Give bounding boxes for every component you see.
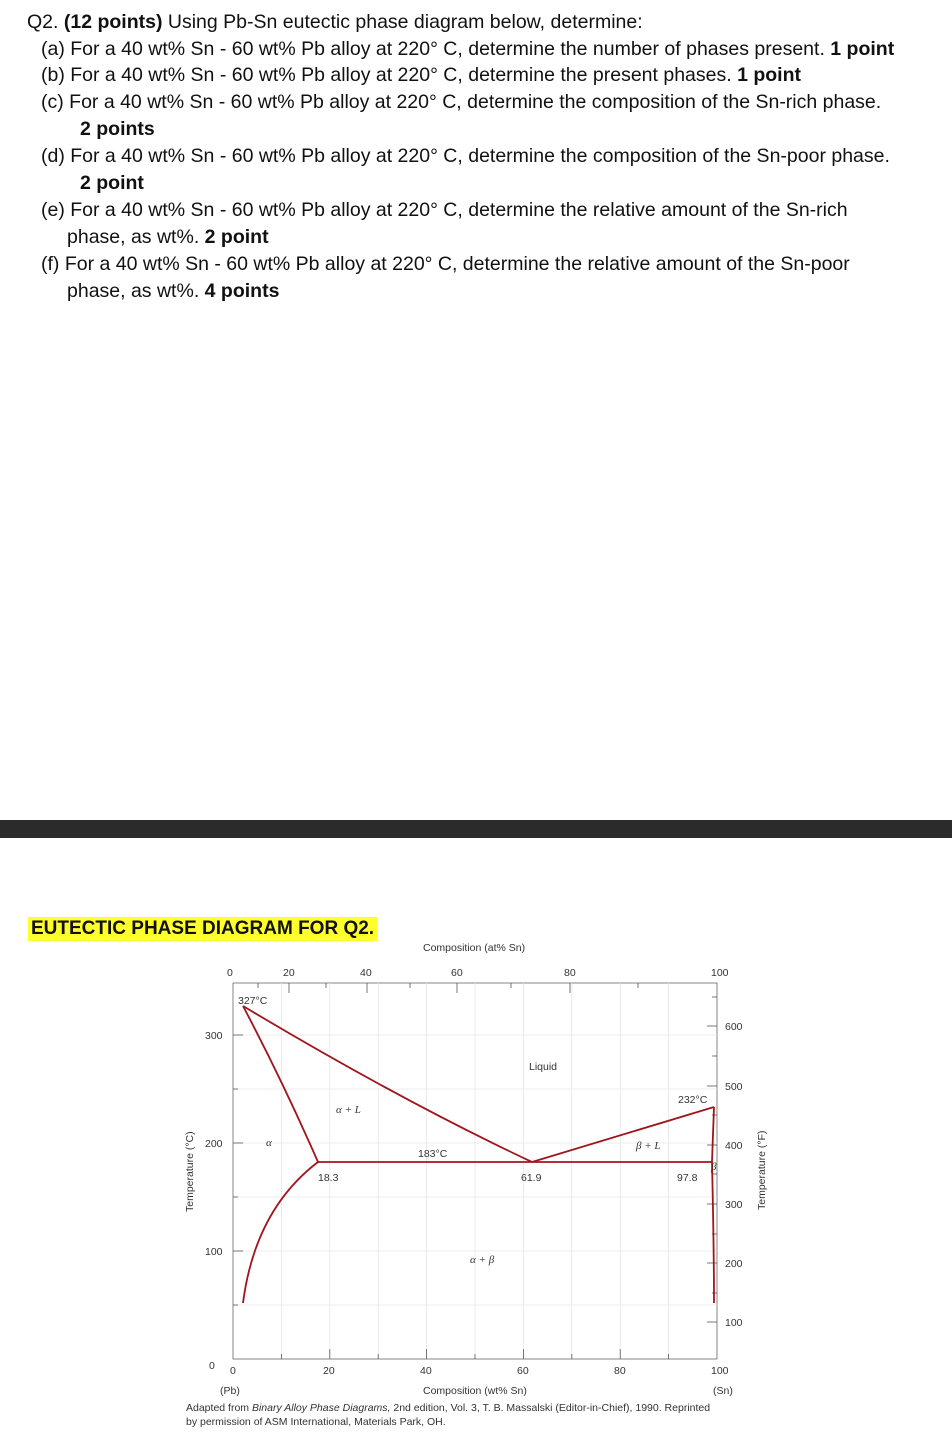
part-c-points: 2 points [80,118,155,140]
top-tick-80: 80 [564,967,576,979]
top-tick-0: 0 [227,967,233,979]
liquidus-left [243,1006,532,1162]
region-beta: β [711,1161,717,1173]
part-d-points: 2 point [80,172,144,194]
solvus-beta [712,1162,714,1303]
left-tick-100: 100 [205,1246,223,1258]
region-alpha-plus-liquid: α + L [336,1104,361,1116]
region-liquid: Liquid [529,1061,558,1073]
right-tick-400: 400 [725,1140,743,1152]
part-e-line2 [67,225,269,249]
part-f-text-2: phase, as wt%. [67,280,205,302]
left-axis-title: Temperature (°C) [184,1131,196,1212]
bottom-tick-100: 100 [711,1365,729,1377]
bottom-tick-60: 60 [517,1365,529,1377]
top-tick-40: 40 [360,967,372,979]
eutectic-composition: 61.9 [521,1172,542,1184]
sn-melting-point: 232°C [678,1094,708,1106]
left-ticks [233,1035,243,1305]
top-tick-20: 20 [283,967,295,979]
section-divider [0,820,952,838]
part-b-text: (b) For a 40 wt% Sn - 60 wt% Pb alloy at 220° C, determine the present phases. [41,64,738,86]
eutectic-temperature: 183°C [418,1148,448,1160]
pb-end-label: (Pb) [220,1385,240,1397]
right-tick-200: 200 [725,1258,743,1270]
right-tick-600: 600 [725,1021,743,1033]
part-f-text: (f) For a 40 wt% Sn - 60 wt% Pb alloy at 220° C, determine the relative amount of the Sn-poor [41,253,850,275]
left-tick-200: 200 [205,1138,223,1150]
bottom-tick-0: 0 [230,1365,236,1377]
section-title: EUTECTIC PHASE DIAGRAM FOR Q2. [28,917,377,941]
bottom-axis-title: Composition (wt% Sn) [423,1385,527,1397]
part-e-text-2: phase, as wt%. [67,226,205,248]
part-e-text: (e) For a 40 wt% Sn - 60 wt% Pb alloy at 220° C, determine the relative amount of the Sn-rich [41,199,848,221]
top-tick-100: 100 [711,967,729,979]
part-a-points: 1 point [830,38,895,60]
right-tick-100: 100 [725,1317,743,1329]
bottom-tick-80: 80 [614,1365,626,1377]
region-alpha: α [266,1137,272,1149]
top-ticks [258,983,638,993]
credit-line-2: by permission of ASM International, Materials Park, OH. [186,1416,446,1428]
question-intro: Using Pb-Sn eutectic phase diagram below, determine: [162,11,643,33]
solidus-alpha [243,1006,318,1162]
part-a [41,37,894,61]
bottom-tick-40: 40 [420,1365,432,1377]
region-beta-plus-liquid: β + L [636,1140,661,1152]
right-tick-300: 300 [725,1199,743,1211]
phase-diagram [0,940,952,1440]
part-c-text: (c) For a 40 wt% Sn - 60 wt% Pb alloy at 220° C, determine the composition of the Sn-rich phase. [41,91,882,113]
gridlines [233,983,717,1359]
bottom-tick-20: 20 [323,1365,335,1377]
liquidus-right [532,1107,714,1162]
sn-end-label: (Sn) [713,1385,733,1397]
part-e-points: 2 point [204,226,269,248]
part-d-text: (d) For a 40 wt% Sn - 60 wt% Pb alloy at 220° C, determine the composition of the Sn-poor phase. [41,145,890,167]
credit-text-c: 2nd edition, Vol. 3, T. B. Massalski (Editor-in-Chief), 1990. Reprinted [390,1402,711,1414]
top-tick-60: 60 [451,967,463,979]
part-f-line2 [67,279,279,303]
right-axis-title: Temperature (°F) [756,1130,768,1210]
solvus-alpha [243,1162,318,1303]
alpha-max-solubility: 18.3 [318,1172,339,1184]
question-number: Q2. [27,11,64,33]
part-b [41,63,801,87]
part-f-points: 4 points [204,280,280,302]
credit-line-1 [186,1402,710,1414]
credit-text-a: Adapted from [186,1402,252,1414]
left-tick-0: 0 [209,1360,215,1372]
beta-max-solubility: 97.8 [677,1172,698,1184]
right-tick-500: 500 [725,1081,743,1093]
credit-book-title: Binary Alloy Phase Diagrams, [251,1402,391,1414]
part-a-text: (a) For a 40 wt% Sn - 60 wt% Pb alloy at 220° C, determine the number of phases present. [41,38,831,60]
question-points: (12 points) [63,11,163,33]
part-b-points: 1 point [737,64,801,86]
question-header [27,10,643,34]
region-alpha-plus-beta: α + β [470,1254,495,1266]
top-axis-title: Composition (at% Sn) [423,942,526,954]
pb-melting-point: 327°C [238,995,268,1007]
left-tick-300: 300 [205,1030,223,1042]
